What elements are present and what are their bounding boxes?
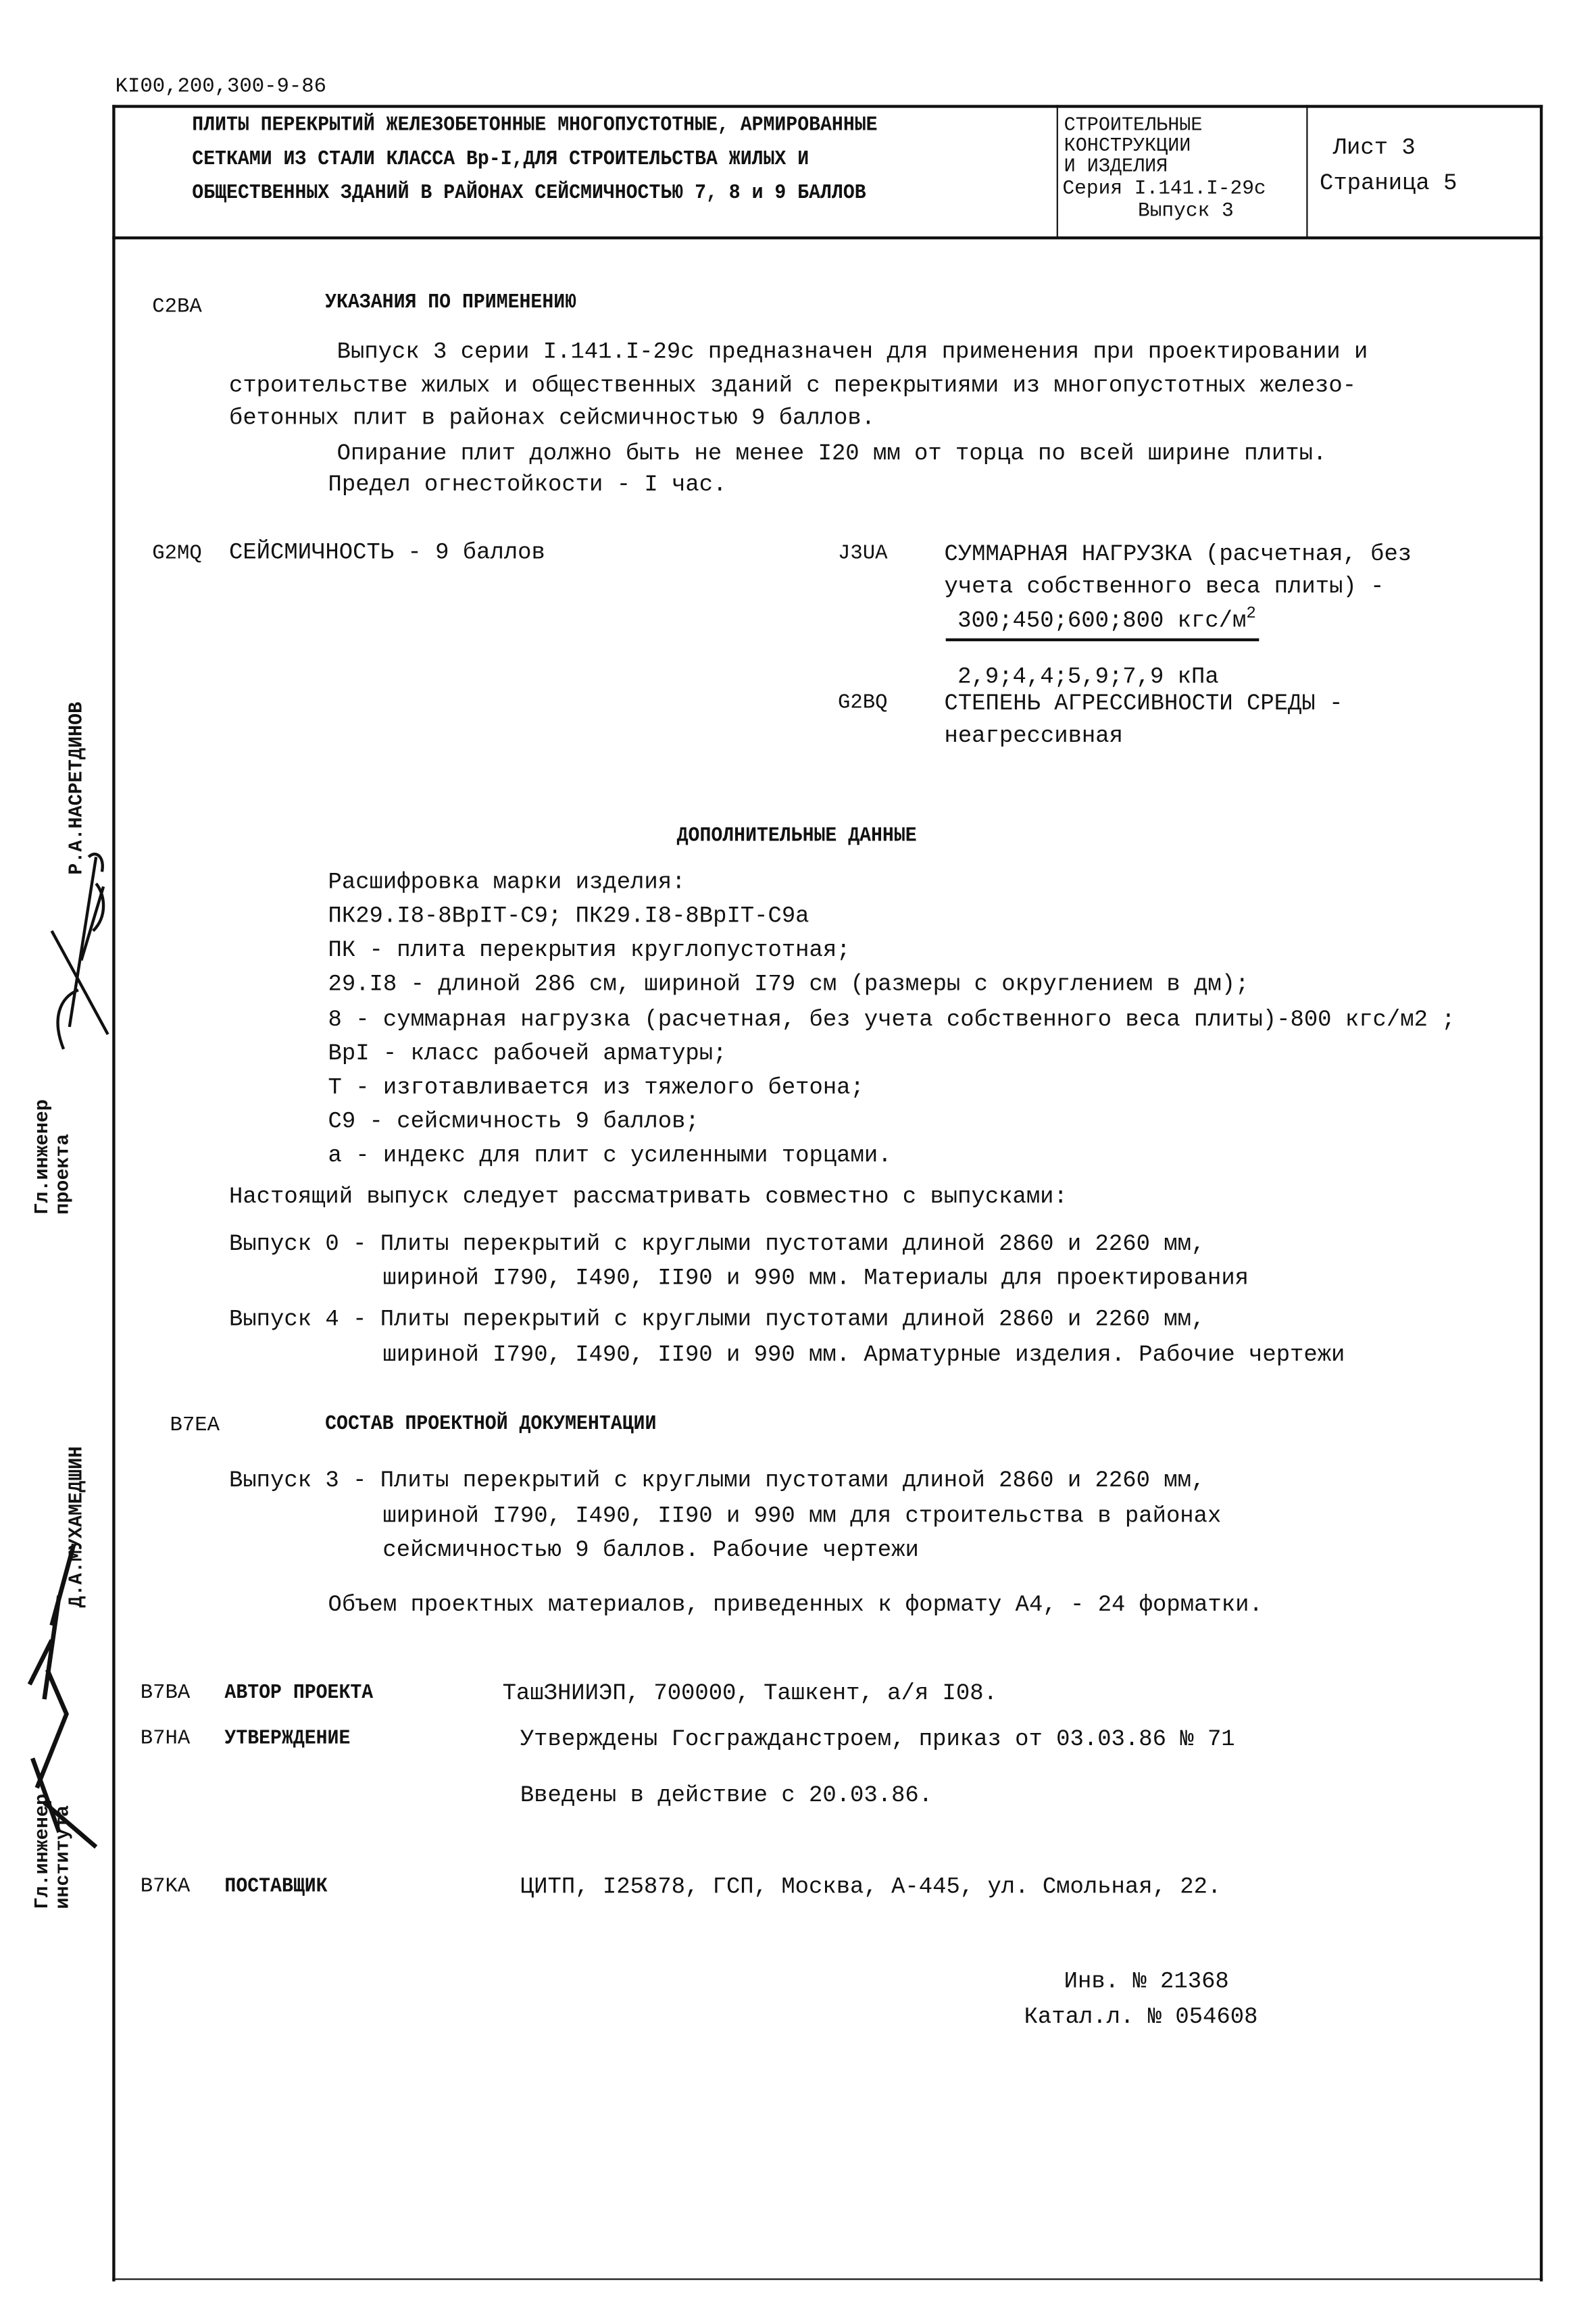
- frame-left-line: [112, 105, 115, 2281]
- section-heading: УКАЗАНИЯ ПО ПРИМЕНЕНИЮ: [325, 291, 577, 315]
- category-line: СТРОИТЕЛЬНЫЕ: [1064, 114, 1203, 136]
- frame-top-line: [112, 105, 1543, 107]
- text-line: Объем проектных материалов, приведенных к формату А4, - 24 форматки.: [328, 1591, 1263, 1618]
- text-line: бетонных плит в районах сейсмичностью 9 баллов.: [228, 405, 876, 432]
- text-line: а - индекс для плит с усиленными торцами.: [328, 1142, 892, 1169]
- section-code: C2BA: [152, 295, 202, 320]
- load-numerator: 300;450;600;800 кгс/м: [957, 607, 1247, 634]
- load-kpa: 2,9;4,4;5,9;7,9 кПа: [957, 663, 1219, 690]
- section-code: G2MQ: [152, 542, 202, 566]
- text-line: Т - изготавливается из тяжелого бетона;: [328, 1074, 864, 1101]
- text-line: неагрессивная: [944, 722, 1123, 749]
- header-divider: [1057, 105, 1058, 238]
- section-code: B7BA: [140, 1681, 191, 1705]
- issue-line: шириной I790, I490, II90 и 990 мм. Материалы для проектирования: [382, 1265, 1249, 1292]
- signer-name-2: Д.А.МУХАМЕДШИН: [65, 1446, 88, 1608]
- text-line: Предел огнестойкости - I час.: [328, 471, 727, 499]
- series-label: Серия I.141.I-29с: [1062, 178, 1266, 201]
- issue-line: Выпуск 4 - Плиты перекрытий с круглыми пустотами длиной 2860 и 2260 мм,: [228, 1306, 1205, 1333]
- text-line: Расшифровка марки изделия:: [328, 868, 686, 896]
- text-line: ПК - плита перекрытия круглопустотная;: [328, 936, 851, 963]
- text-line: ПК29.I8-8ВрIТ-С9; ПК29.I8-8ВрIТ-С9а: [328, 903, 809, 930]
- title-line: ПЛИТЫ ПЕРЕКРЫТИЙ ЖЕЛЕЗОБЕТОННЫЕ МНОГОПУСТОТНЫЕ, АРМИРОВАННЫЕ: [192, 114, 878, 138]
- title-line: СЕТКАМИ ИЗ СТАЛИ КЛАССА Вр-I,ДЛЯ СТРОИТЕЛЬСТВА ЖИЛЫХ И: [192, 147, 809, 172]
- signer-role-2: Гл.инженер института: [30, 1793, 74, 1909]
- section-code: B7EA: [170, 1413, 220, 1438]
- text-line: строительстве жилых и общественных зданий с перекрытиями из многопустотных железо-: [228, 372, 1357, 399]
- text-line: шириной I790, I490, II90 и 990 мм для строительства в районах: [382, 1503, 1222, 1530]
- text-line: СТЕПЕНЬ АГРЕССИВНОСТИ СРЕДЫ -: [944, 690, 1343, 717]
- inventory-number: Инв. № 21368: [1064, 1968, 1229, 1995]
- document-code: KI00,200,300-9-86: [115, 75, 326, 99]
- meta-label: АВТОР ПРОЕКТА: [224, 1681, 374, 1705]
- text-line: С9 - сейсмичность 9 баллов;: [328, 1108, 699, 1135]
- text-line: 29.I8 - длиной 286 см, шириной I79 см (размеры с округлением в дм);: [328, 970, 1249, 998]
- meta-label: ПОСТАВЩИК: [224, 1875, 328, 1899]
- text-line: Настоящий выпуск следует рассматривать совместно с выпусками:: [228, 1183, 1068, 1211]
- meta-label: УТВЕРЖДЕНИЕ: [224, 1727, 351, 1751]
- section-heading: СОСТАВ ПРОЕКТНОЙ ДОКУМЕНТАЦИИ: [325, 1412, 657, 1436]
- signer-name-1: Р.А.НАСРЕТДИНОВ: [65, 701, 88, 875]
- section-code: J3UA: [838, 542, 888, 566]
- meta-value: Утверждены Госгражданстроем, приказ от 03.03.86 № 71: [520, 1726, 1235, 1753]
- meta-value: Введены в действие с 20.03.86.: [520, 1782, 933, 1809]
- catalog-number: Катал.л. № 054608: [1024, 2003, 1258, 2030]
- text-line: учета собственного веса плиты) -: [944, 573, 1385, 600]
- section-code: B7HA: [140, 1727, 191, 1751]
- signer-role-1: Гл.инженер проекта: [30, 1099, 74, 1215]
- header-bottom-line: [112, 236, 1543, 239]
- page-number: Страница 5: [1319, 170, 1457, 197]
- frame-right-line: [1540, 105, 1543, 2281]
- signature-1: [37, 842, 111, 1064]
- text-line: Выпуск 3 - Плиты перекрытий с круглыми пустотами длиной 2860 и 2260 мм,: [228, 1467, 1205, 1494]
- category-line: И ИЗДЕЛИЯ: [1064, 155, 1168, 178]
- fraction-line: [946, 638, 1260, 640]
- issue-label: Выпуск 3: [1137, 201, 1234, 224]
- text-line: СУММАРНАЯ НАГРУЗКА (расчетная, без: [944, 540, 1412, 568]
- seismic-text: СЕЙСМИЧНОСТЬ - 9 баллов: [228, 539, 545, 566]
- meta-value: ТашЗНИИЭП, 700000, Ташкент, а/я I08.: [502, 1680, 997, 1707]
- load-kgf: [957, 607, 1256, 634]
- load-exponent: 2: [1246, 605, 1256, 624]
- frame-bottom-line: [112, 2278, 1543, 2280]
- title-line: ОБЩЕСТВЕННЫХ ЗДАНИЙ В РАЙОНАХ СЕЙСМИЧНОСТЬЮ 7, 8 и 9 БАЛЛОВ: [192, 182, 866, 205]
- section-code: B7KA: [140, 1875, 191, 1899]
- sheet-number: Лист 3: [1332, 134, 1416, 161]
- text-line: 8 - суммарная нагрузка (расчетная, без учета собственного веса плиты)-800 кгс/м2 ;: [328, 1006, 1455, 1033]
- signature-2: [15, 1536, 103, 1861]
- text-line: Выпуск 3 серии I.141.I-29с предназначен для применения при проектировании и: [336, 338, 1368, 366]
- section-heading: ДОПОЛНИТЕЛЬНЫЕ ДАННЫЕ: [676, 824, 917, 849]
- section-code: G2BQ: [838, 691, 888, 715]
- category-line: КОНСТРУКЦИИ: [1064, 134, 1191, 157]
- text-line: ВрI - класс рабочей арматуры;: [328, 1040, 727, 1067]
- issue-line: шириной I790, I490, II90 и 990 мм. Арматурные изделия. Рабочие чертежи: [382, 1341, 1345, 1369]
- issue-line: Выпуск 0 - Плиты перекрытий с круглыми пустотами длиной 2860 и 2260 мм,: [228, 1230, 1205, 1258]
- header-divider: [1306, 105, 1307, 238]
- text-line: Опирание плит должно быть не менее I20 мм от торца по всей ширине плиты.: [336, 440, 1327, 468]
- text-line: сейсмичностью 9 баллов. Рабочие чертежи: [382, 1536, 919, 1563]
- meta-value: ЦИТП, I25878, ГСП, Москва, А-445, ул. Смольная, 22.: [520, 1873, 1222, 1901]
